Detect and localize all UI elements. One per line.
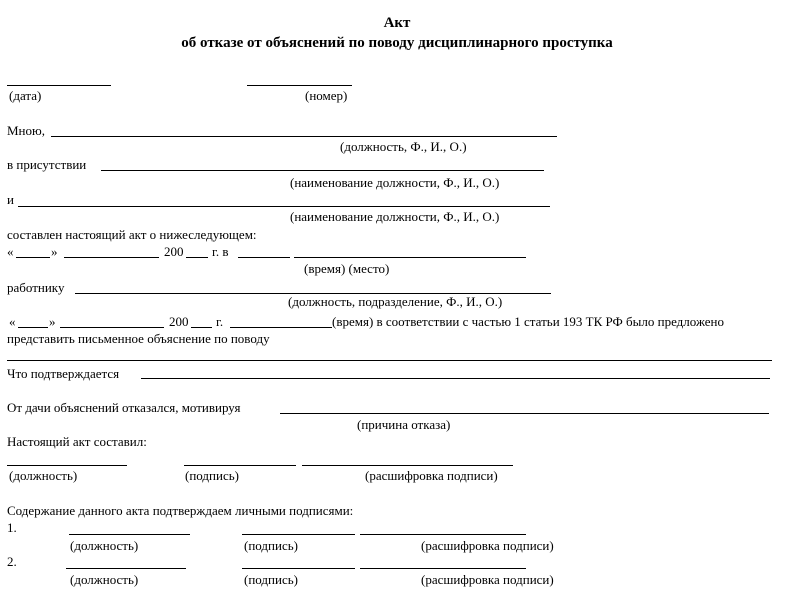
place-blank-1[interactable]: [294, 257, 526, 258]
month-blank-1[interactable]: [64, 257, 159, 258]
compiler-decoding-blank[interactable]: [302, 465, 513, 466]
refusal-reason-blank[interactable]: [280, 413, 769, 414]
compiler-decoding-hint: (расшифровка подписи): [365, 468, 498, 483]
witness-1-signature-blank[interactable]: [242, 534, 355, 535]
witness-1-position-hint: (должность): [70, 538, 139, 553]
and-label: и: [7, 192, 14, 207]
refusal-reason-hint: (причина отказа): [357, 417, 451, 432]
date-close-quote-2: »: [49, 314, 56, 329]
witness-1-position-blank[interactable]: [69, 534, 190, 535]
time-place-hint: (время) (место): [304, 261, 390, 276]
witness-2-decoding-hint: (расшифровка подписи): [421, 572, 554, 587]
by-me-blank[interactable]: [51, 136, 557, 137]
witness-2-signature-blank[interactable]: [242, 568, 355, 569]
date-blank[interactable]: [7, 85, 111, 86]
number-blank[interactable]: [247, 85, 352, 86]
time-blank-2[interactable]: [230, 327, 332, 328]
provide-explanation-text: представить письменное объяснение по поводу: [7, 331, 270, 346]
document-title: Акт: [383, 15, 411, 31]
compiler-signature-hint: (подпись): [185, 468, 239, 483]
day-blank-1[interactable]: [16, 257, 50, 258]
position-dept-fio-hint: (должность, подразделение, Ф., И., О.): [288, 294, 503, 309]
witness-1-signature-hint: (подпись): [244, 538, 298, 553]
compiler-position-blank[interactable]: [7, 465, 127, 466]
month-blank-2[interactable]: [60, 327, 164, 328]
witness-number-2: 2.: [7, 554, 17, 569]
time-article-text: (время) в соответствии с частью 1 статьи 193 ТК РФ было предложено: [332, 314, 724, 329]
position-name-fio-hint-1: (наименование должности, Ф., И., О.): [290, 175, 500, 190]
witness-2-decoding-blank[interactable]: [360, 568, 526, 569]
day-blank-2[interactable]: [18, 327, 48, 328]
and-blank[interactable]: [18, 206, 550, 207]
in-presence-blank[interactable]: [101, 170, 544, 171]
compiled-by-label: Настоящий акт составил:: [7, 434, 147, 449]
witness-2-signature-hint: (подпись): [244, 572, 298, 587]
year-blank-2[interactable]: [191, 327, 212, 328]
refused-label: От дачи объяснений отказался, мотивируя: [7, 400, 241, 415]
witness-2-position-hint: (должность): [70, 572, 139, 587]
date-open-quote-1: «: [7, 244, 14, 259]
compiler-position-hint: (должность): [9, 468, 78, 483]
time-blank-1[interactable]: [238, 257, 290, 258]
witness-1-decoding-blank[interactable]: [360, 534, 526, 535]
date-close-quote-1: »: [51, 244, 58, 259]
year-blank-1[interactable]: [186, 257, 208, 258]
position-fio-hint: (должность, Ф., И., О.): [340, 139, 467, 154]
year-suffix-g: г.: [216, 314, 224, 329]
confirmed-by-label: Что подтверждается: [7, 366, 120, 381]
explanation-reason-blank[interactable]: [7, 360, 772, 361]
witness-1-decoding-hint: (расшифровка подписи): [421, 538, 554, 553]
witness-number-1: 1.: [7, 520, 17, 535]
year-prefix-1: 200: [164, 244, 184, 259]
document-subtitle: об отказе от объяснений по поводу дисциплинарного проступка: [181, 35, 613, 51]
employee-label: работнику: [7, 280, 65, 295]
by-me-label: Мною,: [7, 123, 45, 138]
position-name-fio-hint-2: (наименование должности, Ф., И., О.): [290, 209, 500, 224]
year-prefix-2: 200: [169, 314, 189, 329]
date-hint: (дата): [9, 88, 42, 103]
compiler-signature-blank[interactable]: [184, 465, 296, 466]
date-open-quote-2: «: [9, 314, 16, 329]
number-hint: (номер): [305, 88, 348, 103]
act-compiled-text: составлен настоящий акт о нижеследующем:: [7, 227, 257, 242]
content-confirmed-text: Содержание данного акта подтверждаем личными подписями:: [7, 503, 354, 518]
in-presence-label: в присутствии: [7, 157, 87, 172]
witness-2-position-blank[interactable]: [66, 568, 186, 569]
year-suffix-g-v: г. в: [212, 244, 229, 259]
confirmed-by-blank[interactable]: [141, 378, 770, 379]
